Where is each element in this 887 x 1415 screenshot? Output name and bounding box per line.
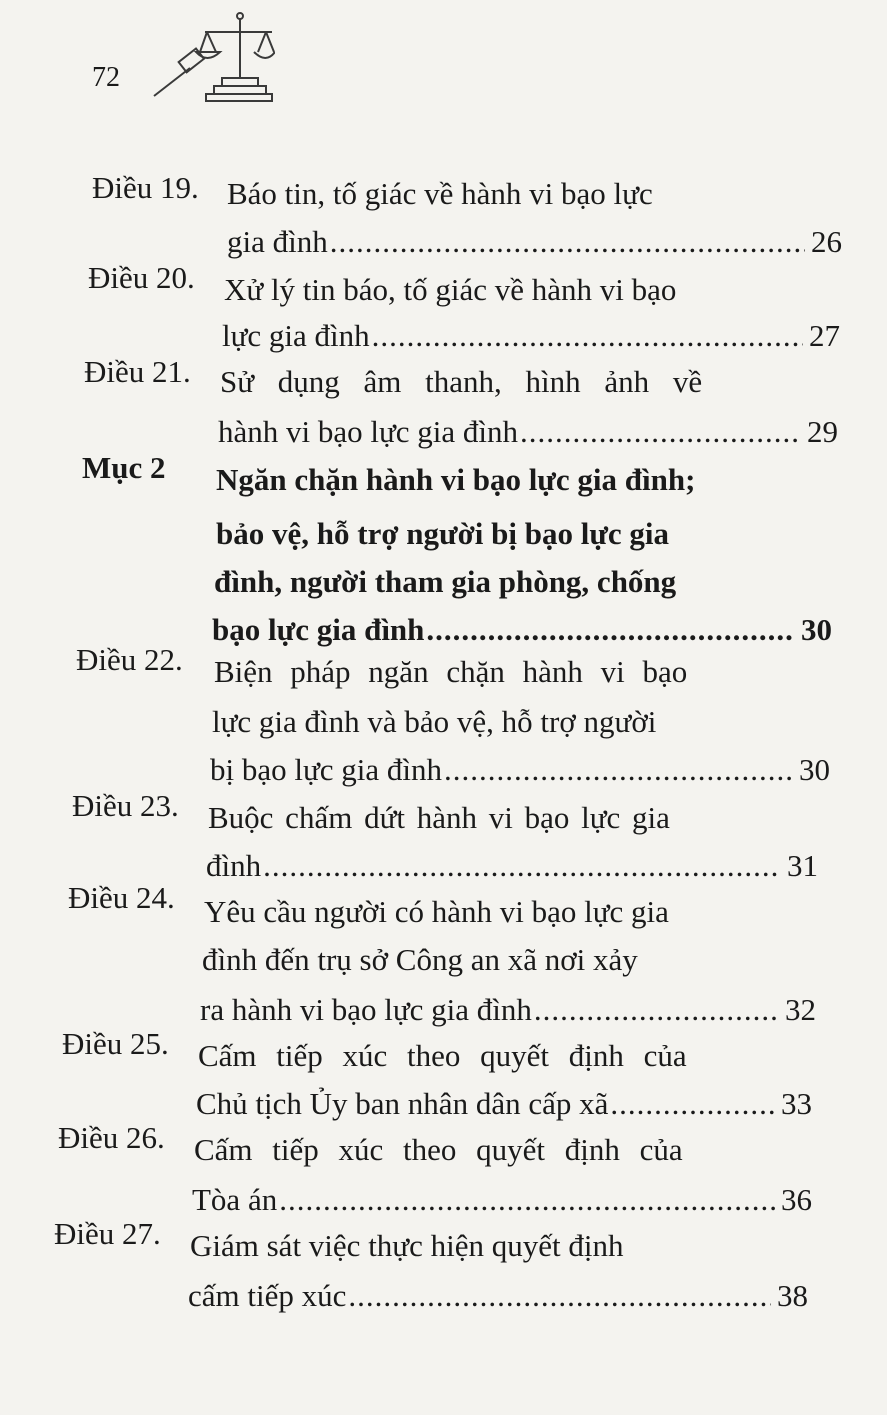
- toc-entry-page: 38: [777, 1278, 808, 1313]
- leader-dots: [330, 218, 805, 266]
- toc-entry-title-line: bảo vệ, hỗ trợ người bị bạo lực gia: [216, 516, 670, 551]
- toc-entry-title-line: đình, người tham gia phòng, chống: [214, 564, 677, 599]
- toc-entry-page: 27: [809, 318, 840, 353]
- toc-entry-title-line: Báo tin, tố giác về hành vi bạo lực: [227, 176, 653, 211]
- toc-entry-last-line: [222, 312, 840, 360]
- toc-entry-title-end: Chủ tịch Ủy ban nhân dân cấp xã: [196, 1086, 609, 1121]
- leader-dots: [372, 312, 803, 360]
- toc-entry-title-end: ra hành vi bạo lực gia đình: [200, 992, 532, 1027]
- leader-dots: [520, 408, 801, 456]
- toc-entry-page: 29: [807, 414, 838, 449]
- leader-dots: [348, 1272, 771, 1320]
- toc-entry-title-end: hành vi bạo lực gia đình: [218, 414, 519, 449]
- toc-entry-label: Điều 23.: [72, 788, 179, 823]
- toc-entry-title-line: Xử lý tin báo, tố giác về hành vi bạo: [224, 272, 677, 307]
- toc-entry-title-line: Cấm tiếp xúc theo quyết định của: [194, 1132, 683, 1167]
- toc-entry-label: Điều 19.: [92, 170, 199, 205]
- toc-entry-page: 36: [781, 1182, 812, 1217]
- toc-entry-last-line: [200, 986, 816, 1034]
- toc-entry-title-end: Tòa án: [192, 1182, 278, 1217]
- toc-entry-title-line: Buộc chấm dứt hành vi bạo lực gia: [208, 800, 670, 835]
- toc-entry-title-end: gia đình: [227, 224, 328, 259]
- toc-entry-label: Điều 22.: [76, 642, 183, 677]
- leader-dots: [279, 1176, 775, 1224]
- page-number: 72: [92, 62, 120, 93]
- toc-entry-title-end: bạo lực gia đình: [212, 612, 425, 647]
- scales-of-justice-icon: [150, 10, 275, 105]
- toc-entry-last-line: [192, 1176, 812, 1224]
- toc-entry-last-line: [227, 218, 842, 266]
- toc-entry-last-line: [196, 1080, 812, 1128]
- toc-entry-label: Điều 24.: [68, 880, 175, 915]
- toc-entry-title-end: đình: [206, 848, 262, 883]
- toc-entry-title-line: Ngăn chặn hành vi bạo lực gia đình;: [216, 462, 696, 497]
- toc-entry-label: Điều 21.: [84, 354, 191, 389]
- toc-entry-last-line: [210, 746, 830, 794]
- toc-entry-title-end: bị bạo lực gia đình: [210, 752, 443, 787]
- leader-dots: [444, 746, 793, 794]
- toc-entry-last-line: [218, 408, 838, 456]
- toc-entry-label: Điều 25.: [62, 1026, 169, 1061]
- toc-entry-label: Điều 20.: [88, 260, 195, 295]
- toc-entry-last-line: [206, 842, 818, 890]
- toc-entry-last-line: [212, 606, 832, 654]
- toc-entry-title-line: Sử dụng âm thanh, hình ảnh về: [220, 364, 703, 399]
- toc-entry-page: 30: [801, 612, 832, 647]
- toc-entry-page: 32: [785, 992, 816, 1027]
- toc-entry-title-end: lực gia đình: [222, 318, 370, 353]
- toc-entry-title-line: Cấm tiếp xúc theo quyết định của: [198, 1038, 687, 1073]
- toc-entry-last-line: [188, 1272, 808, 1320]
- toc-entry-title-line: lực gia đình và bảo vệ, hỗ trợ người: [212, 704, 657, 739]
- toc-entry-label: Điều 26.: [58, 1120, 165, 1155]
- toc-entry-title-line: đình đến trụ sở Công an xã nơi xảy: [202, 942, 638, 977]
- toc-entry-title-line: Yêu cầu người có hành vi bạo lực gia: [204, 894, 669, 929]
- toc-entry-title-line: Biện pháp ngăn chặn hành vi bạo: [214, 654, 688, 689]
- toc-entry-page: 31: [787, 848, 818, 883]
- toc-entry-page: 33: [781, 1086, 812, 1121]
- toc-entry-label: Điều 27.: [54, 1216, 161, 1251]
- toc-entry-label: Mục 2: [82, 450, 166, 485]
- leader-dots: [534, 986, 779, 1034]
- toc-entry-page: 26: [811, 224, 842, 259]
- leader-dots: [426, 606, 795, 654]
- toc-entry-title-line: Giám sát việc thực hiện quyết định: [190, 1228, 624, 1263]
- leader-dots: [610, 1080, 775, 1128]
- toc-entry-page: 30: [799, 752, 830, 787]
- leader-dots: [263, 842, 781, 890]
- toc-entry-title-end: cấm tiếp xúc: [188, 1278, 347, 1313]
